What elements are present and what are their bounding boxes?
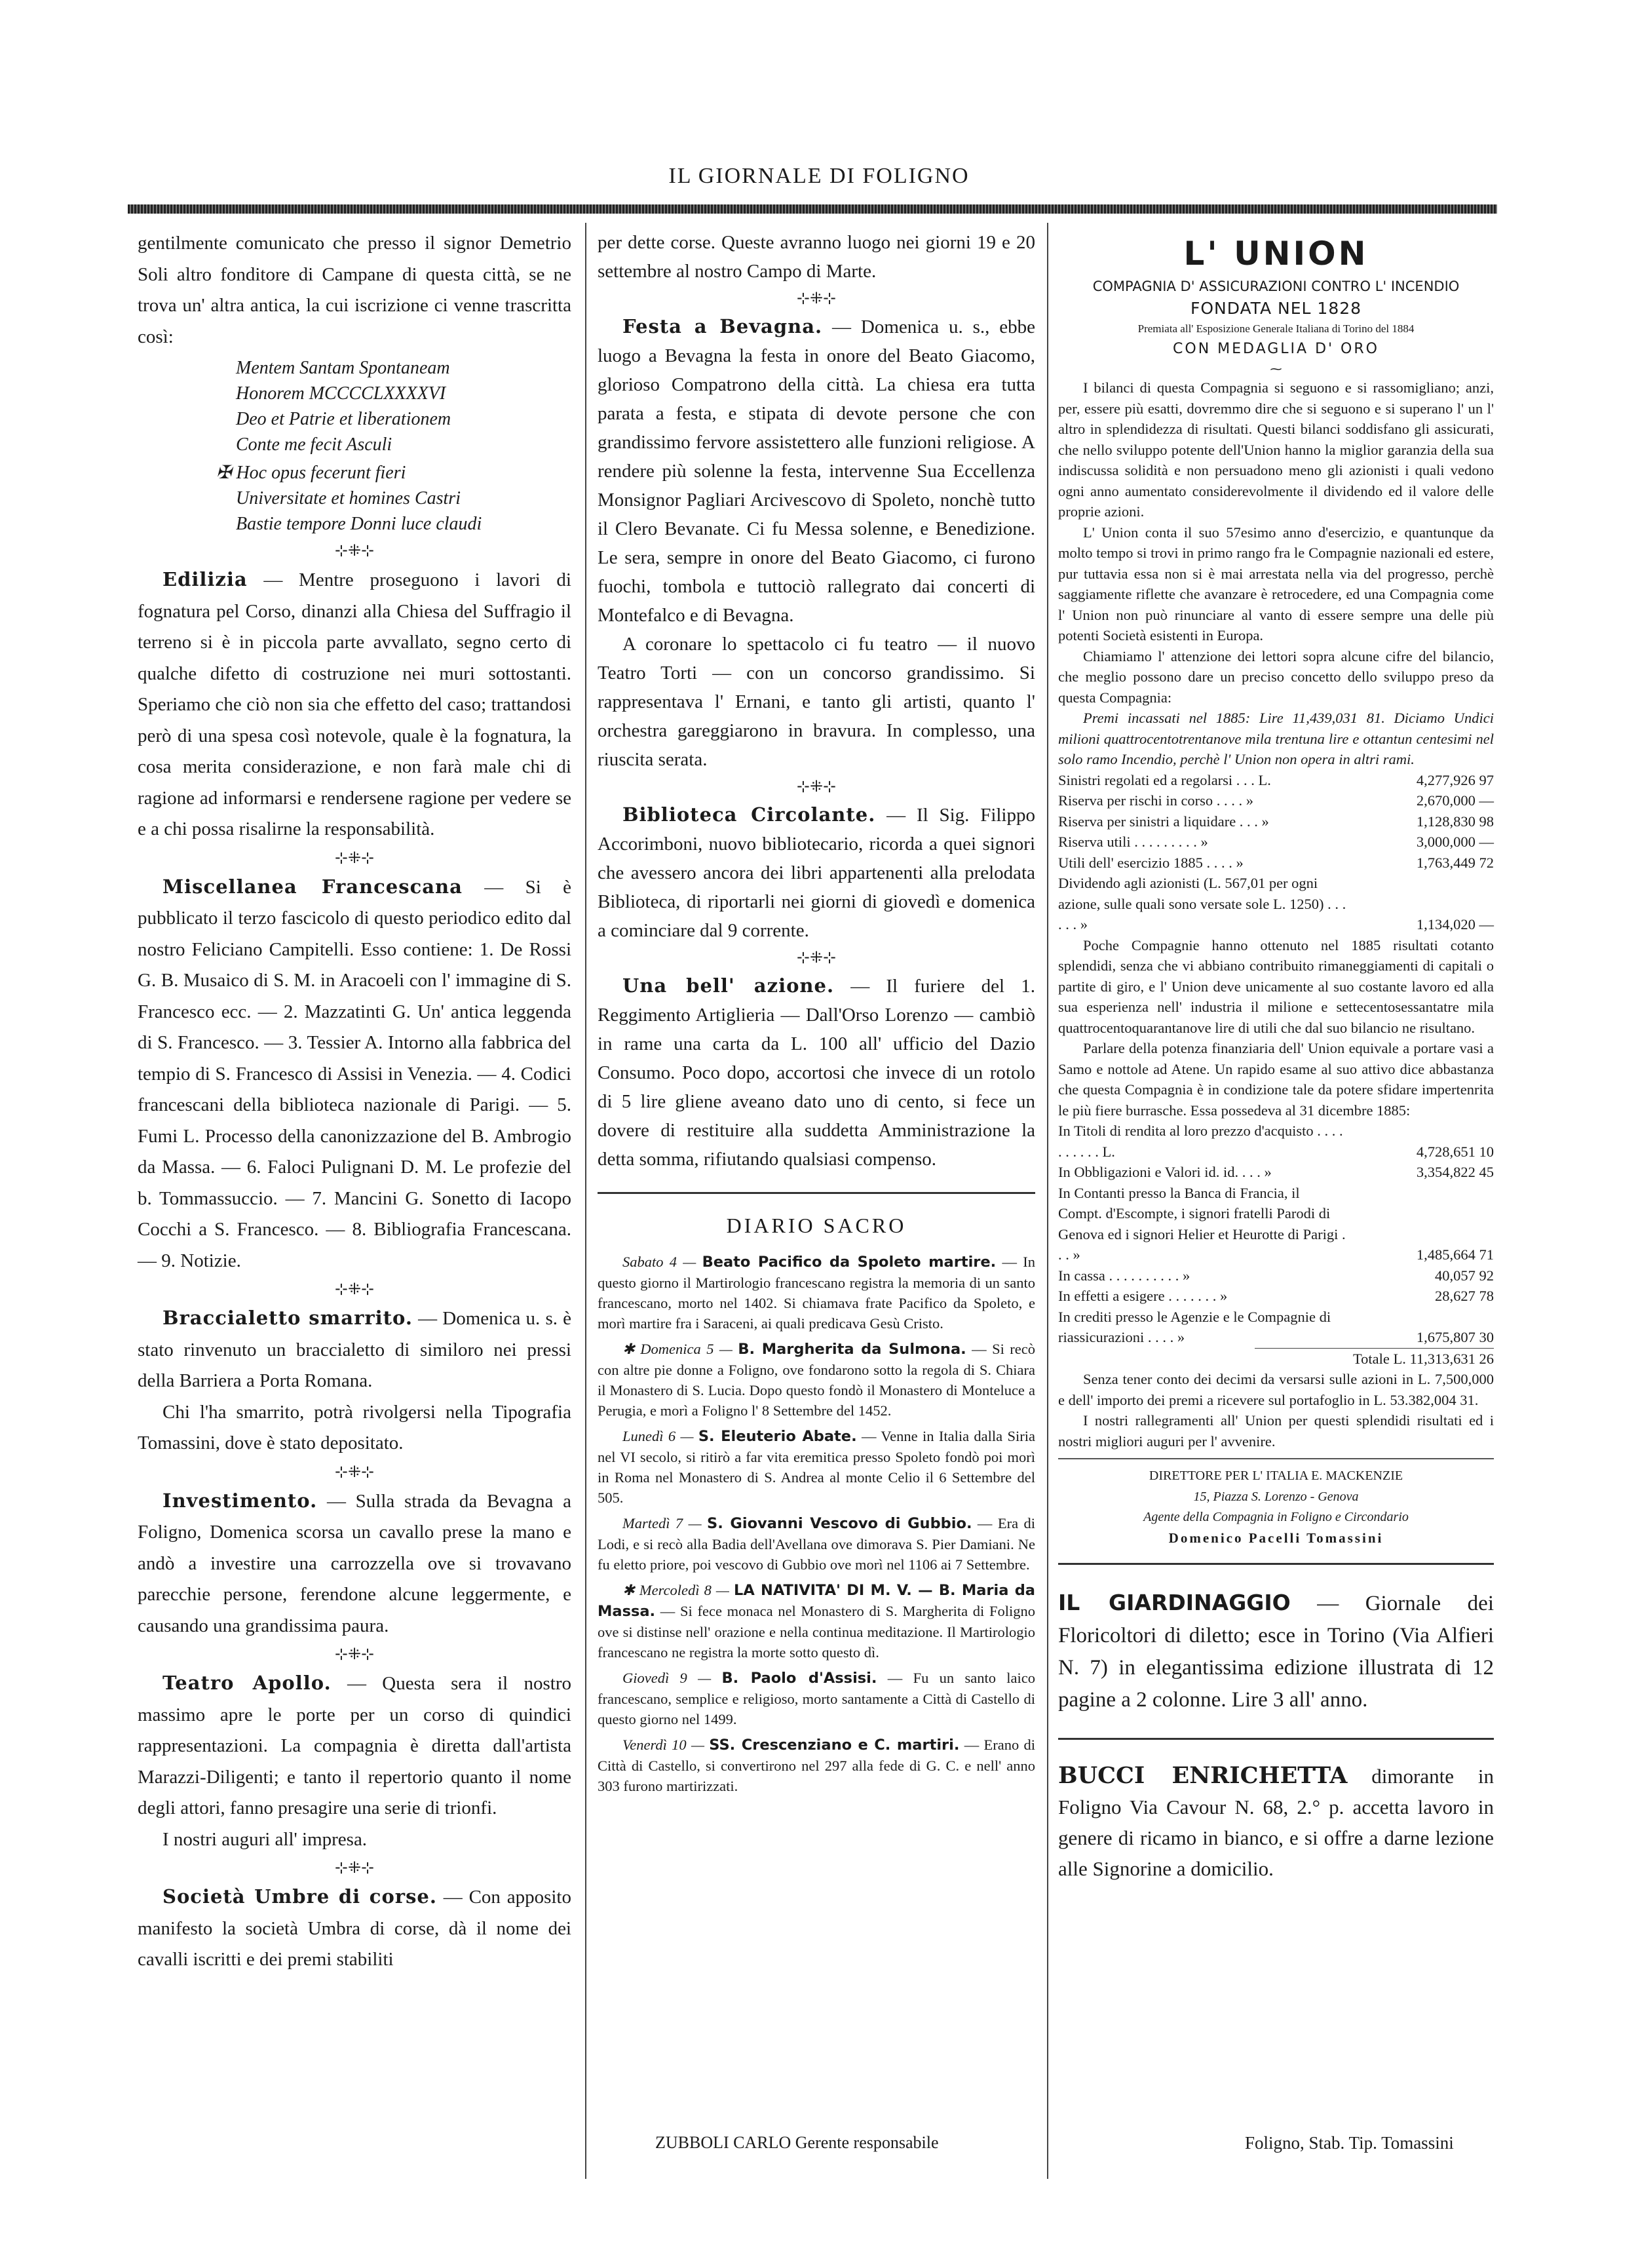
ornament-divider: ⊹⁜⊹ [334, 1860, 375, 1877]
row-label: Sinistri regolati ed a regolarsi . . . L. [1058, 771, 1271, 788]
section-rule [1058, 1738, 1494, 1740]
article-text: — Il furiere del 1. Reggimento Artiglieria — Dall'Orso Lorenzo — cambiò in rame una carta da L. 100 all' ufficio del Dazio Consumo. Poco dopo, accortosi che invece di un rotolo di 5 lire gliene aveano dato uno di cento, si fece un dovere di restituire alla suddetta Amministrazione la detta somma, rifiutando qualsiasi compenso. [598, 976, 1035, 1170]
table-row [1058, 790, 1494, 811]
diario-text: — Si recò con altre pie donne a Foligno, ove fondarono sotto la regola di S. Chiara il Monastero di S. Lucia. Dopo questo fondò il Monastero di Monteluce a Perugia, e morì a Foligno l' 8 Settembre del 1452. [598, 1341, 1035, 1419]
union-paragraph: I bilanci di questa Compagnia si seguono e si rassomigliano; anzi, per, essere più esatti, dovremmo dire che si seguono e si superano l' un l' altro in splendidezza di risultati. Questi bilanci soddisfano gli assicurati, che nello sviluppo potente dell'Union hanno la miglior garanzia della sua indiscussa solidità e non persuadono meno gli azionisti i quali vedono ogni anno aumentato considerevolmente il dividendo ed il valore delle proprie azioni. [1058, 379, 1494, 520]
table-row [1058, 770, 1494, 791]
printer-line: Foligno, Stab. Tip. Tomassini [1245, 2133, 1454, 2153]
inscription-block [216, 460, 571, 537]
article-edilizia [138, 564, 571, 845]
ad-text: — Giornale dei Floricoltori di diletto; esce in Torino (Via Alfieri N. 7) in elegantissima edizione illustrata di 12 pagine a 2 colonne. Lire 3 all' anno. [1058, 1592, 1494, 1712]
diario-saint: Beato Pacifico da Spoleto martire. [702, 1254, 997, 1271]
article-societa [138, 1881, 571, 1976]
table-row [1058, 1286, 1494, 1307]
diario-saint: SS. Crescenziano e C. martiri. [709, 1737, 960, 1754]
table-row [1058, 811, 1494, 832]
diario-day: Venerdì 10 — [622, 1737, 710, 1753]
diario-day: Giovedì 9 — [622, 1670, 722, 1686]
row-label: In cassa . . . . . . . . . . » [1058, 1267, 1190, 1284]
section-rule [1058, 1458, 1494, 1459]
article-biblioteca [598, 800, 1035, 945]
diario-saint: B. Paolo d'Assisi. [721, 1670, 877, 1687]
table-row [1058, 1265, 1494, 1286]
row-value: 1,675,807 30 [1416, 1329, 1494, 1345]
union-title: L' UNION [1183, 235, 1369, 273]
ornament-divider: ⊹⁜⊹ [334, 849, 375, 867]
diario-saint: S. Giovanni Vescovo di Gubbio. [707, 1515, 972, 1532]
agent-line: Agente della Compagnia in Foligno e Circondario [1143, 1510, 1409, 1524]
diario-day: ✱ Mercoledì 8 — [622, 1582, 734, 1598]
article-text: — Si è pubblicato il terzo fascicolo di questo periodico edito dal nostro Feliciano Campitelli. Esso contiene: 1. De Rossi G. B. Musaico di S. M. in Aracoeli con l' immagine di S. Francesco ecc. — 2. Mazzatinti G. Un' antica leggenda di S. Francesco. — 3. Tessier A. Intorno alla fabbrica del tempio di S. Francesco di Assisi in Venezia. — 4. Codici francescani della biblioteca nazionale di Parigi. — 5. Fumi L. Processo della canonizzazione del B. Ambrogio da Massa. — 6. Faloci Pulignani D. M. Le profezie del b. Tommassuccio. — 7. Mancini G. Sonetto di Iacopo Cocchi a S. Francesco. — 8. Bibliografia Francescana. — 9. Notizie. [138, 876, 571, 1271]
column-3 [1058, 228, 1494, 1904]
column-2 [598, 228, 1035, 1801]
ornament-divider: ⊹⁜⊹ [334, 543, 375, 560]
inscription-line: Universitate et homines Castri [236, 488, 461, 509]
column-divider [585, 223, 586, 2179]
headline: Biblioteca Circolante. [622, 803, 876, 826]
row-label: In crediti presso le Agenzie e le Compagnie di riassicurazioni . . . . » [1058, 1308, 1331, 1345]
article-text: — Il Sig. Filippo Accorimboni, nuovo bibliotecario, ricorda a quei signori che avessero ancora dei libri appartenenti alla prelodata Biblioteca, di riportarli nei giorni di giovedì e domenica a cominciare dal 9 corrente. [598, 805, 1035, 941]
diario-text: — Fu un santo laico francescano, semplice e religioso, morto santamente a Città di Castello di questo giorno nel 1499. [598, 1670, 1035, 1727]
diario-title: DIARIO SACRO [726, 1214, 907, 1237]
diario-entry [598, 1426, 1035, 1508]
column-divider [1047, 223, 1048, 2179]
page-title: IL GIORNALE DI FOLIGNO [668, 164, 970, 188]
article-text: — Domenica u. s. è stato rinvenuto un braccialetto di similoro nei pressi della Barriera a Porta Romana. [138, 1308, 571, 1391]
article-text: — Mentre proseguono i lavori di fognatura pel Corso, dinanzi alla Chiesa del Suffragio il terreno si è in piccola parte avvallato, segno certo di qualche difetto di costruzione nei muri sottostanti. Speriamo che ciò non sia che effetto del caso; trattandosi però di una spesa così notevole, quale è la fognatura, la cosa merita considerazione, e non farà male chi di ragione ad informarsi e rendersene ragione per vedere se e a chi possa risalirne la responsabilità. [138, 569, 571, 839]
column-1 [138, 228, 571, 1976]
header-rule [128, 204, 1497, 214]
article-azione [598, 971, 1035, 1174]
article-intro: per dette corse. Queste avranno luogo nei giorni 19 e 20 settembre al nostro Campo di Marte. [598, 232, 1035, 282]
union-paragraph: Parlare della potenza finanziaria dell' Union equivale a portare vasi a Samo e nottole ad Atene. Un rapido esame al suo attivo dice abbastanza che questa Compagnia è in condizione tale da potere sfidare impertenrita le più fiere burrasche. Essa possedeva al 31 dicembre 1885: [1058, 1040, 1494, 1119]
headline: Teatro Apollo. [162, 1672, 332, 1694]
table-row [1058, 853, 1494, 874]
row-value: 4,277,926 97 [1416, 771, 1494, 788]
diario-entry [598, 1668, 1035, 1729]
diario-text: — Erano di Città di Castello, si convertirono nel 297 alla fede di G. C. e nell' anno 303 furono martirizzati. [598, 1737, 1035, 1794]
row-value: 1,134,020 — [1416, 916, 1494, 932]
diario-entry [598, 1252, 1035, 1334]
director-address: 15, Piazza S. Lorenzo - Genova [1193, 1489, 1359, 1504]
row-value: 4,728,651 10 [1416, 1143, 1494, 1160]
union-paragraph: I nostri rallegramenti all' Union per questi splendidi risultati ed i nostri migliori auguri per l' avvenire. [1058, 1412, 1494, 1450]
diario-day: Lunedì 6 — [622, 1428, 698, 1444]
diario-text: — Venne in Italia dalla Siria nel VI secolo, si ritirò a far vita eremitica presso Spoleto fondò poi morì in Roma nel Monastero di S. Andrea al monte Celio il 6 Settembre del 505. [598, 1428, 1036, 1506]
row-value: 2,670,000 — [1416, 792, 1494, 809]
inscription-line: ✠ Hoc opus fecerunt fieri [216, 463, 406, 483]
article-intro: gentilmente comunicato che presso il signor Demetrio Soli altro fonditore di Campane di questa città, se ne trova un' altra antica, la cui iscrizione ci venne trascritta così: [138, 233, 571, 347]
table-row [1058, 873, 1494, 935]
row-value: 1,128,830 98 [1416, 813, 1494, 830]
agent-name: Domenico Pacelli Tomassini [1168, 1529, 1384, 1546]
article-text: — Questa sera il nostro massimo apre le porte per un corso di quindici rappresentazioni. La compagnia è diretta dall'artista Marazzi-Diligenti; e tanto il repertorio quanto il nome degli attori, fanno presagire una serie di trionfi. [138, 1673, 571, 1818]
director-line: DIRETTORE PER L' ITALIA E. MACKENZIE [1149, 1469, 1403, 1483]
headline: Investimento. [162, 1489, 318, 1512]
table-row [1058, 1183, 1494, 1265]
ad-headline: BUCCI ENRICHETTA [1058, 1762, 1348, 1789]
diario-text: — Si fece monaca nel Monastero di S. Margherita di Foligno ove si distinse nell' orazione e nella continua meditazione. Il Martirologio francescano ne registra la morte sotto questo dì. [598, 1603, 1035, 1661]
diario-saint: S. Eleuterio Abate. [698, 1428, 857, 1445]
article-investimento [138, 1486, 571, 1642]
article-text: Chi l'ha smarrito, potrà rivolgersi nella Tipografia Tomassini, dove è stato depositato. [138, 1401, 571, 1453]
article-text: — Con apposito manifesto la società Umbra di corse, dà il nome dei cavalli iscritti e dei premi stabiliti [138, 1887, 571, 1970]
inscription-line: Mentem Santam Spontaneam [236, 358, 450, 378]
ornament-divider: ⊹⁜⊹ [334, 1463, 375, 1481]
row-value: 1,485,664 71 [1416, 1246, 1494, 1263]
article-text: — Domenica u. s., ebbe luogo a Bevagna la festa in onore del Beato Giacomo, glorioso Compatrono della città. La chiesa era tutta parata a festa, e stipata di devote persone che con grandissimo fervore assistettero alle funzioni religiose. A rendere più solenne la festa, intervenne Sua Eccellenza Monsignor Pagliari Arcivescovo di Spoleto, nonchè tutto il Clero Bevanate. Ci fu Messa solenne, e Benedizione. Le sera, sempre in onore del Beato Giacomo, ci furono fuochi, tombola e tuttociò rallegrato dai concerti di Montefalco e di Bevagna. [598, 317, 1035, 626]
article-teatro [138, 1668, 571, 1824]
ornament-divider: ⊹⁜⊹ [796, 290, 837, 307]
headline: Società Umbre di corse. [162, 1885, 437, 1908]
article-braccialetto [138, 1303, 571, 1397]
union-founded: FONDATA NEL 1828 [1190, 299, 1362, 318]
headline: Festa a Bevagna. [622, 315, 823, 337]
row-label: Riserva utili . . . . . . . . . » [1058, 834, 1208, 850]
article-text: — Sulla strada da Bevagna a Foligno, Domenica scorsa un cavallo prese la mano e andò a investire una carrozzella ove si trovavano parecchie persone, ferendone alcune leggermente, e causando una grandissima paura. [138, 1490, 571, 1636]
row-label: In effetti a esigere . . . . . . . » [1058, 1288, 1228, 1304]
diario-saint: B. Margherita da Sulmona. [738, 1341, 966, 1358]
inscription-block [236, 355, 571, 457]
row-label: In Obbligazioni e Valori id. id. . . . » [1058, 1164, 1272, 1180]
diario-day: Martedì 7 — [622, 1515, 708, 1531]
headline: Edilizia [162, 568, 248, 590]
section-rule [598, 1192, 1035, 1194]
table-row [1058, 1162, 1494, 1183]
row-value: 3,354,822 45 [1416, 1164, 1494, 1180]
row-value: 3,000,000 — [1416, 834, 1494, 850]
diario-saint: LA NATIVITA' DI M. V. — B. Maria da Massa. [598, 1582, 1035, 1620]
ornament-divider: ⊹⁜⊹ [334, 1646, 375, 1663]
union-paragraph: Poche Compagnie hanno ottenuto nel 1885 risultati cotanto splendidi, senza che vi abbiano contribuito rimaneggiamenti di capitali o partite di giro, e l' Union deve unicamente al suo costante lavoro ed alla sua esperienza nell' industria il milione e settecentosessantatre mila quattrocentoquarantanove lire di utili che dal suo bilancio ne risultano. [1058, 936, 1494, 1036]
gerente-line: ZUBBOLI CARLO Gerente responsabile [655, 2133, 939, 2152]
ornament-divider: ⁓ [1270, 362, 1282, 375]
ornament-divider: ⊹⁜⊹ [796, 778, 837, 796]
diario-entry [598, 1735, 1035, 1796]
article-festa [598, 312, 1035, 630]
headline: Braccialetto smarrito. [162, 1307, 413, 1329]
table-total: Totale L. 11,313,631 26 [1255, 1348, 1494, 1370]
union-table-1 [1058, 770, 1494, 935]
row-value: 40,057 92 [1435, 1267, 1494, 1284]
union-paragraph: Premi incassati nel 1885: Lire 11,439,031 81. Diciamo Undici milioni quattrocentotrentanove mila trentuna lire e ottantun centesimi nel solo ramo Incendio, perchè l' Union non opera in altri rami. [1058, 710, 1494, 767]
union-award: Premiata all' Esposizione Generale Italiana di Torino del 1884 [1137, 322, 1415, 335]
section-rule [1058, 1563, 1494, 1565]
union-paragraph: L' Union conta il suo 57esimo anno d'esercizio, e quantunque da molto tempo si trovi in primo rango fra le Compagnie nazionali ed estere, pur tuttavia essa non si è mai arrestata nella via del progresso, perchè saggiamente riflette che avanzare è retrocedere, ed una Compagnia come l' Union non può rinunciare al vanto di essere sempre una delle più potenti Società esistenti in Europa. [1058, 524, 1494, 644]
table-row [1058, 832, 1494, 853]
diario-text: — Era di Lodi, e si recò alla Badia dell'Avellana ove dimorava S. Pier Damiani. Ne fu eletto priore, poi vescovo di Gubbio ove morì nel 1106 ai 7 Settembre. [598, 1515, 1036, 1573]
row-label: In Contanti presso la Banca di Francia, il Compt. d'Escompte, i signori fratelli Parodi di Genova ed i signori Helier et Heurotte di Parigi . . . » [1058, 1184, 1346, 1263]
row-label: Dividendo agli azionisti (L. 567,01 per ogni azione, sulle quali sono versate sole L. 1250) . . . . . . » [1058, 875, 1346, 932]
table-row [1058, 1121, 1494, 1162]
ad-giardinaggio [1058, 1586, 1494, 1716]
row-value: 1,763,449 72 [1416, 854, 1494, 871]
inscription-line: Conte me fecit Asculi [236, 434, 392, 455]
diario-entry [598, 1513, 1035, 1575]
row-label: Riserva per rischi in corso . . . . » [1058, 792, 1254, 809]
ornament-divider: ⊹⁜⊹ [334, 1281, 375, 1298]
union-paragraph: Senza tener conto dei decimi da versarsi sulle azioni in L. 7,500,000 e dell' importo dei premi a ricevere sul portafoglio in L. 53.382,004 31. [1058, 1371, 1494, 1408]
row-value: 28,627 78 [1435, 1288, 1494, 1304]
row-label: Utili dell' esercizio 1885 . . . . » [1058, 854, 1244, 871]
ad-bucci [1058, 1760, 1494, 1884]
inscription-line: Bastie tempore Donni luce claudi [236, 514, 482, 534]
union-table-2 [1058, 1121, 1494, 1369]
union-paragraph: Chiamiamo l' attenzione dei lettori sopra alcune cifre del bilancio, che meglio possono dare un preciso concetto dello sviluppo preso da questa Compagnia: [1058, 647, 1494, 706]
row-label: Riserva per sinistri a liquidare . . . » [1058, 813, 1269, 830]
table-row [1058, 1307, 1494, 1348]
article-miscellanea [138, 872, 571, 1277]
diario-entry [598, 1339, 1035, 1421]
diario-day: Sabato 4 — [622, 1254, 702, 1270]
headline: Miscellanea Francescana [162, 875, 463, 898]
row-label: In Titoli di rendita al loro prezzo d'acquisto . . . . . . . . . . L. [1058, 1123, 1343, 1160]
article-text: I nostri auguri all' impresa. [162, 1828, 368, 1850]
diario-text: — In questo giorno il Martirologio francescano registra la memoria di un santo francescano, morto nel 1402. Si chiamava frate Pacifico da Spoleto, e morì martire fra i Saraceni, ai quali predicava Gesù Cristo. [598, 1254, 1035, 1332]
inscription-line: Honorem MCCCCLXXXXVI [236, 383, 446, 404]
union-subtitle: COMPAGNIA D' ASSICURAZIONI CONTRO L' INCENDIO [1092, 279, 1460, 294]
ad-text: dimorante in Foligno Via Cavour N. 68, 2.° p. accetta lavoro in genere di ricamo in bianco, e si offre a darne lezione alle Signorine a domicilio. [1058, 1765, 1494, 1880]
union-medal: CON MEDAGLIA D' ORO [1173, 341, 1379, 357]
article-text: A coronare lo spettacolo ci fu teatro — il nuovo Teatro Torti — con un concorso grandissimo. Si rappresentava l' Ernani, e tanto gli artisti, quanto l' orchestra gareggiarono in bravura. In complesso, una riuscita serata. [598, 634, 1035, 770]
diario-entry [598, 1580, 1035, 1663]
diario-day: ✱ Domenica 5 — [622, 1341, 738, 1357]
ornament-divider: ⊹⁜⊹ [796, 950, 837, 967]
headline: Una bell' azione. [622, 974, 835, 997]
ad-headline: IL GIARDINAGGIO [1058, 1590, 1291, 1615]
inscription-line: Deo et Patrie et liberationem [236, 409, 451, 429]
